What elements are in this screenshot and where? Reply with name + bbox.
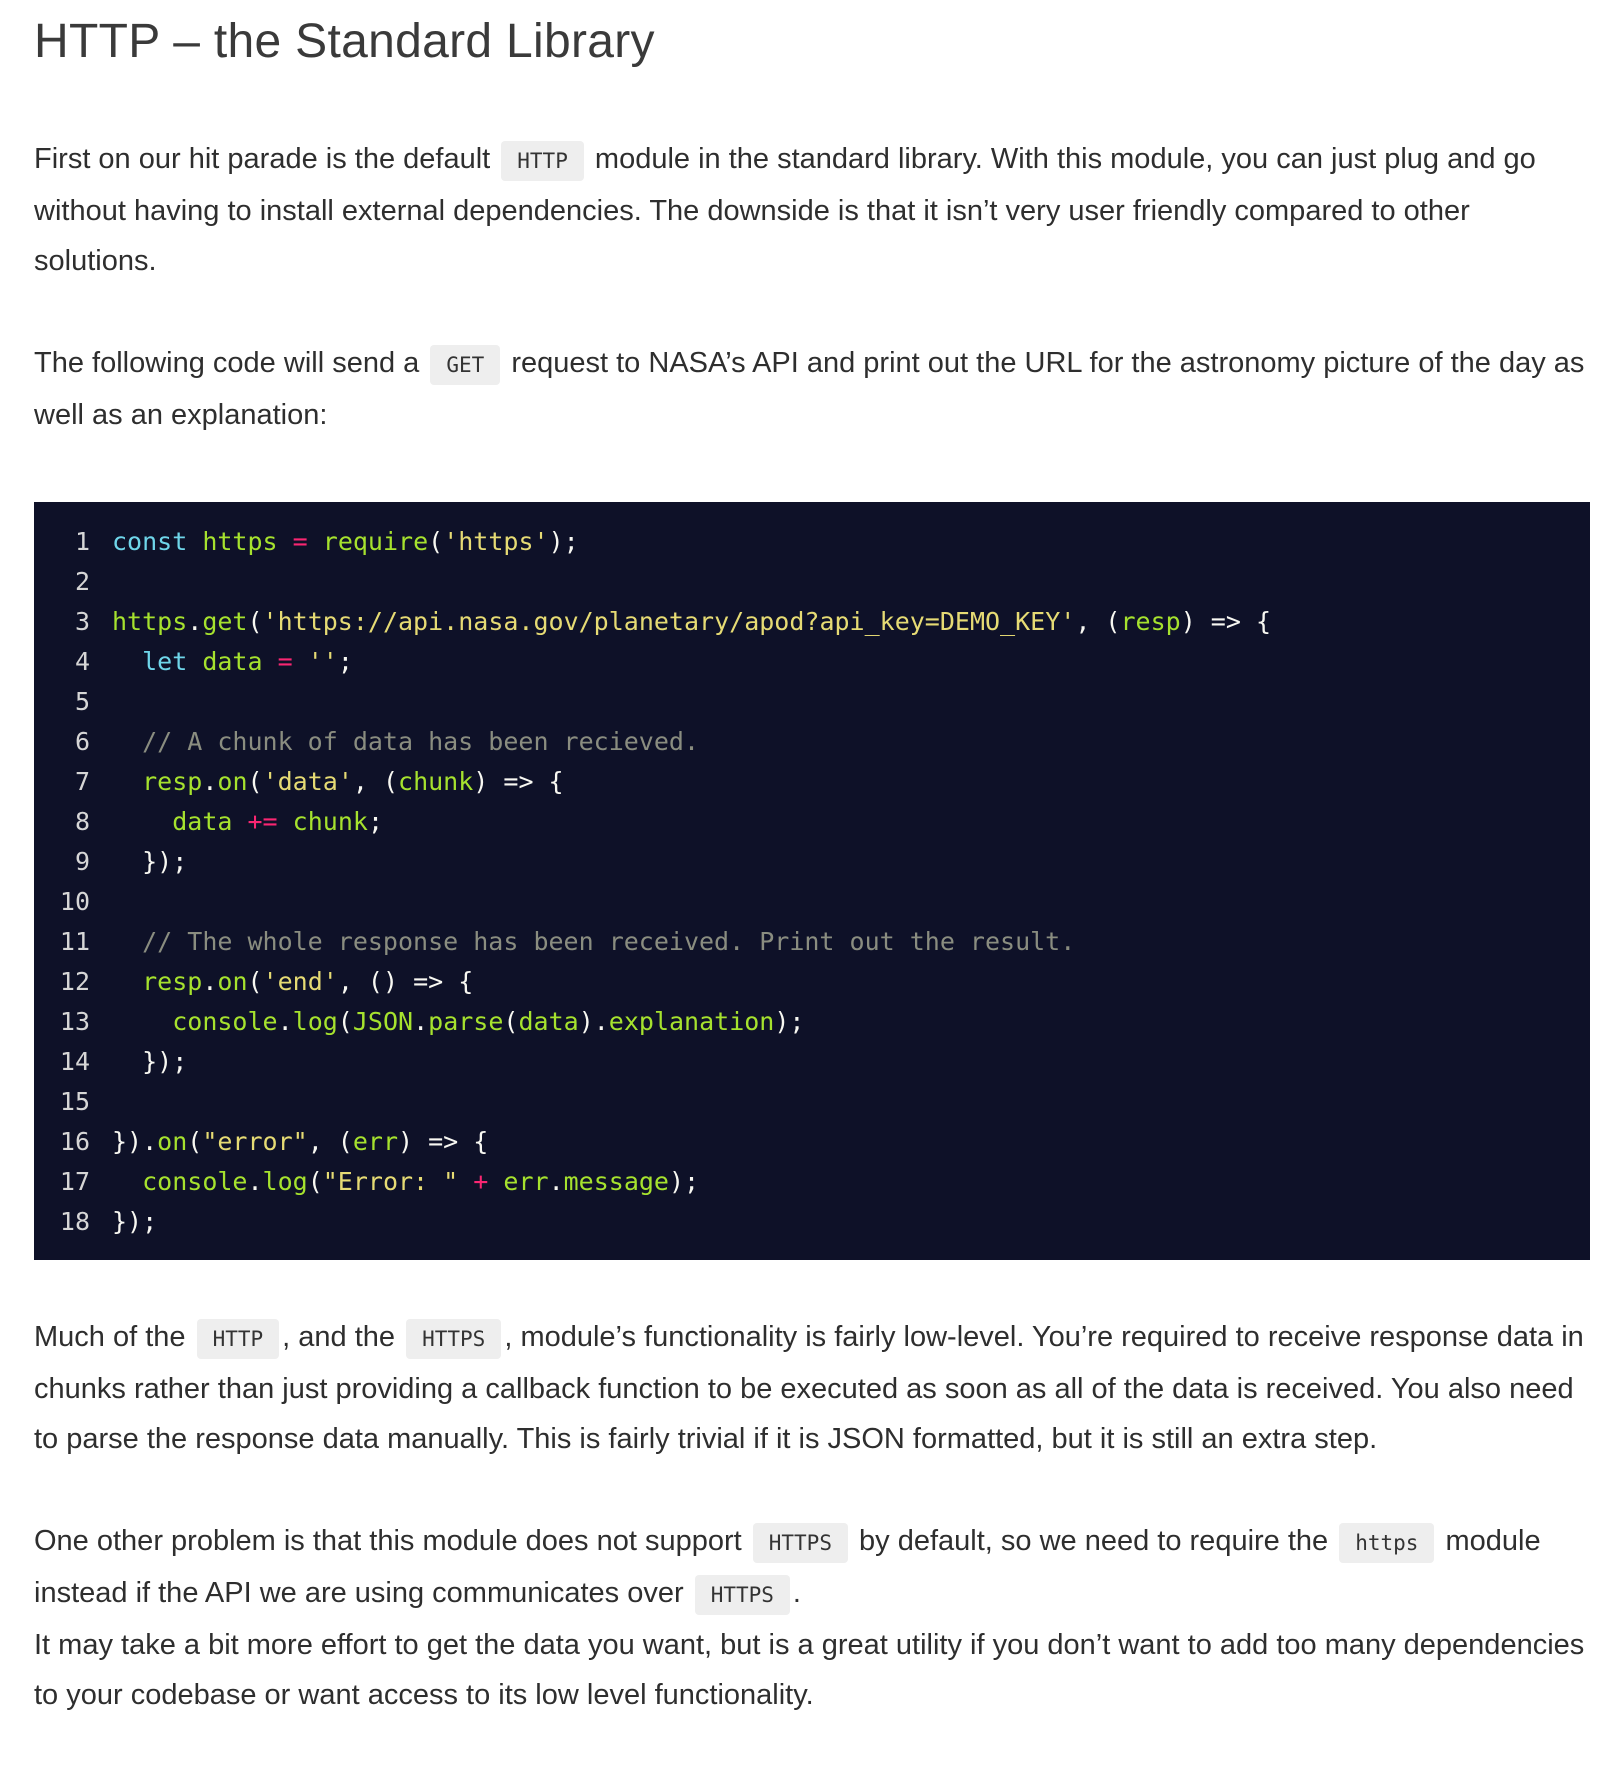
code-token: , ( xyxy=(352,767,399,796)
line-number: 15 xyxy=(59,1087,90,1116)
code-token: const xyxy=(112,527,188,556)
inline-code-https-lower: https xyxy=(1339,1523,1434,1563)
code-token: on xyxy=(157,1127,188,1156)
line-content xyxy=(90,1082,112,1122)
code-token: ( xyxy=(247,607,263,636)
code-token: ( xyxy=(247,767,263,796)
code-token xyxy=(112,727,142,756)
line-number: 4 xyxy=(74,647,90,676)
code-token: chunk xyxy=(398,767,474,796)
code-token: += xyxy=(247,807,278,836)
code-token: , ( xyxy=(307,1127,353,1156)
code-token: data xyxy=(172,807,233,836)
code-token: ( xyxy=(428,527,444,556)
code-token: ) => { xyxy=(1180,607,1272,636)
https-paragraph xyxy=(34,1516,1590,1620)
inline-code-http: HTTP xyxy=(197,1319,280,1359)
code-token: ( xyxy=(187,1127,203,1156)
code-token xyxy=(232,807,247,836)
code-token xyxy=(458,1167,473,1196)
line-number: 12 xyxy=(59,967,90,996)
line-content xyxy=(90,522,579,562)
code-token: "Error: " xyxy=(322,1167,459,1196)
code-token xyxy=(112,967,142,996)
code-intro-paragraph xyxy=(34,338,1590,440)
text: module in the standard library. With this module, you can just plug and go without having to install external dependencies. The downside is that it isn’t very user friendly compared to other solutions. xyxy=(34,143,1536,277)
code-token: '' xyxy=(307,647,338,676)
line-content xyxy=(90,842,187,882)
line-number: 14 xyxy=(59,1047,90,1076)
line-content xyxy=(90,922,1075,962)
line-content xyxy=(90,1002,804,1042)
line-content xyxy=(90,962,473,1002)
code-token xyxy=(112,647,142,676)
code-line xyxy=(34,882,1590,922)
code-line xyxy=(34,922,1590,962)
code-token: // A chunk of data has been recieved. xyxy=(142,727,700,756)
line-number: 18 xyxy=(59,1207,90,1236)
code-token: 'data' xyxy=(262,767,353,796)
intro-paragraph xyxy=(34,134,1590,286)
code-token: ) => { xyxy=(473,767,564,796)
text: . xyxy=(792,1577,801,1609)
line-number: 9 xyxy=(74,847,90,876)
code-token xyxy=(112,807,172,836)
code-token: ). xyxy=(578,1007,609,1036)
text: Much of the xyxy=(34,1321,186,1353)
line-content xyxy=(90,602,1271,642)
code-line xyxy=(34,962,1590,1002)
code-token: . xyxy=(247,1167,263,1196)
code-token: resp xyxy=(142,767,203,796)
code-token: . xyxy=(548,1167,564,1196)
code-line xyxy=(34,602,1590,642)
line-number: 1 xyxy=(74,527,90,556)
code-token: console xyxy=(142,1167,248,1196)
code-line xyxy=(34,1202,1590,1242)
code-token: console xyxy=(172,1007,278,1036)
line-content xyxy=(90,882,112,922)
line-content xyxy=(90,562,112,602)
line-number: 5 xyxy=(74,687,90,716)
code-token: https xyxy=(112,607,188,636)
code-token xyxy=(308,527,323,556)
code-token xyxy=(112,767,142,796)
code-line xyxy=(34,762,1590,802)
code-token: ( xyxy=(337,1007,353,1036)
code-token: }); xyxy=(112,1047,188,1076)
code-token xyxy=(263,647,278,676)
line-content xyxy=(90,762,564,802)
code-token: 'https' xyxy=(443,527,549,556)
code-token xyxy=(293,647,308,676)
code-token: resp xyxy=(1120,607,1181,636)
text: module instead if the API we are using communicates over xyxy=(34,1525,1541,1609)
code-line xyxy=(34,1082,1590,1122)
code-line xyxy=(34,722,1590,762)
code-token: . xyxy=(202,967,218,996)
code-token: ); xyxy=(774,1007,805,1036)
line-content xyxy=(90,1042,187,1082)
code-token: log xyxy=(262,1167,308,1196)
line-number: 10 xyxy=(59,887,90,916)
code-token: ); xyxy=(668,1167,700,1196)
text: First on our hit parade is the default xyxy=(34,143,491,175)
code-token: ( xyxy=(503,1007,519,1036)
article xyxy=(34,0,1590,1720)
line-content xyxy=(90,1122,488,1162)
code-block[interactable] xyxy=(34,502,1590,1260)
line-content xyxy=(90,1162,699,1202)
code-token: message xyxy=(563,1167,669,1196)
code-line xyxy=(34,1122,1590,1162)
code-token: . xyxy=(413,1007,429,1036)
code-token: https xyxy=(202,527,278,556)
code-token xyxy=(187,527,202,556)
code-token: . xyxy=(187,607,203,636)
line-number: 16 xyxy=(59,1127,90,1156)
code-token: err xyxy=(352,1127,398,1156)
inline-code-https: HTTPS xyxy=(406,1319,501,1359)
text: request to NASA’s API and print out the URL for the astronomy picture of the day as well as an explanation: xyxy=(34,347,1585,431)
line-content xyxy=(90,1202,157,1242)
code-token: . xyxy=(202,767,218,796)
line-number: 11 xyxy=(59,927,90,956)
text: , module’s functionality is fairly low-level. You’re required to receive response data in chunks rather than just providing a callback function to be executed as soon as all of the data is received. You also need to parse the response data manually. This is fairly trivial if it is JSON formatted, but it is still an extra step. xyxy=(34,1321,1584,1455)
code-token: }); xyxy=(112,847,188,876)
code-token: on xyxy=(217,967,248,996)
line-number: 3 xyxy=(74,607,90,636)
code-token: = xyxy=(292,527,308,556)
code-line xyxy=(34,642,1590,682)
line-number: 17 xyxy=(59,1167,90,1196)
code-token: data xyxy=(518,1007,579,1036)
inline-code-get: GET xyxy=(430,345,500,385)
code-token: parse xyxy=(428,1007,504,1036)
inline-code-https: HTTPS xyxy=(695,1575,790,1615)
code-token xyxy=(278,807,293,836)
code-line xyxy=(34,842,1590,882)
code-token: JSON xyxy=(352,1007,414,1036)
code-token: . xyxy=(277,1007,293,1036)
code-token: err xyxy=(503,1167,549,1196)
code-token: data xyxy=(202,647,263,676)
inline-code-http: HTTP xyxy=(501,141,584,181)
conclusion-paragraph: It may take a bit more effort to get the data you want, but is a great utility if you don’t want to add too many dependencies to your codebase or want access to its low level functionality. xyxy=(34,1629,1585,1711)
line-number: 6 xyxy=(74,727,90,756)
code-token: ; xyxy=(367,807,383,836)
code-token: }). xyxy=(112,1127,158,1156)
inline-code-https: HTTPS xyxy=(753,1523,848,1563)
code-token: "error" xyxy=(202,1127,308,1156)
code-token: get xyxy=(202,607,248,636)
code-line xyxy=(34,682,1590,722)
line-content xyxy=(90,682,112,722)
code-line xyxy=(34,522,1590,562)
line-number: 8 xyxy=(74,807,90,836)
code-token: ); xyxy=(548,527,579,556)
code-token: 'end' xyxy=(262,967,338,996)
code-token: let xyxy=(142,647,188,676)
code-token xyxy=(278,527,293,556)
line-number: 2 xyxy=(74,567,90,596)
code-token xyxy=(112,927,142,956)
code-token: , () => { xyxy=(337,967,474,996)
code-line xyxy=(34,1002,1590,1042)
text: , and the xyxy=(282,1321,396,1353)
line-content xyxy=(90,642,353,682)
code-line xyxy=(34,562,1590,602)
code-token xyxy=(187,647,202,676)
code-token: , ( xyxy=(1075,607,1121,636)
code-token: require xyxy=(322,527,429,556)
code-line xyxy=(34,1162,1590,1202)
code-token: chunk xyxy=(292,807,368,836)
code-line xyxy=(34,1042,1590,1082)
code-token: + xyxy=(473,1167,489,1196)
line-content xyxy=(90,802,383,842)
code-token: // The whole response has been received. Print out the result. xyxy=(142,927,1076,956)
text: The following code will send a xyxy=(34,347,420,379)
page-title: HTTP – the Standard Library xyxy=(34,15,655,68)
code-token xyxy=(112,1007,172,1036)
code-token: log xyxy=(292,1007,338,1036)
line-number: 7 xyxy=(74,767,90,796)
code-token: on xyxy=(217,767,248,796)
line-content xyxy=(90,722,699,762)
line-number: 13 xyxy=(59,1007,90,1036)
text: One other problem is that this module does not support xyxy=(34,1525,742,1557)
code-token xyxy=(488,1167,503,1196)
code-token: }); xyxy=(112,1207,158,1236)
lowlevel-paragraph xyxy=(34,1312,1590,1464)
code-token: ( xyxy=(307,1167,323,1196)
code-token: explanation xyxy=(608,1007,775,1036)
code-token: ) => { xyxy=(398,1127,489,1156)
code-line xyxy=(34,802,1590,842)
code-token: resp xyxy=(142,967,203,996)
code-token: 'https://api.nasa.gov/planetary/apod?api_key=DEMO_KEY' xyxy=(262,607,1076,636)
code-token: ; xyxy=(337,647,353,676)
code-token: = xyxy=(277,647,293,676)
code-token xyxy=(112,1167,142,1196)
text: by default, so we need to require the xyxy=(859,1525,1329,1557)
code-token: ( xyxy=(247,967,263,996)
